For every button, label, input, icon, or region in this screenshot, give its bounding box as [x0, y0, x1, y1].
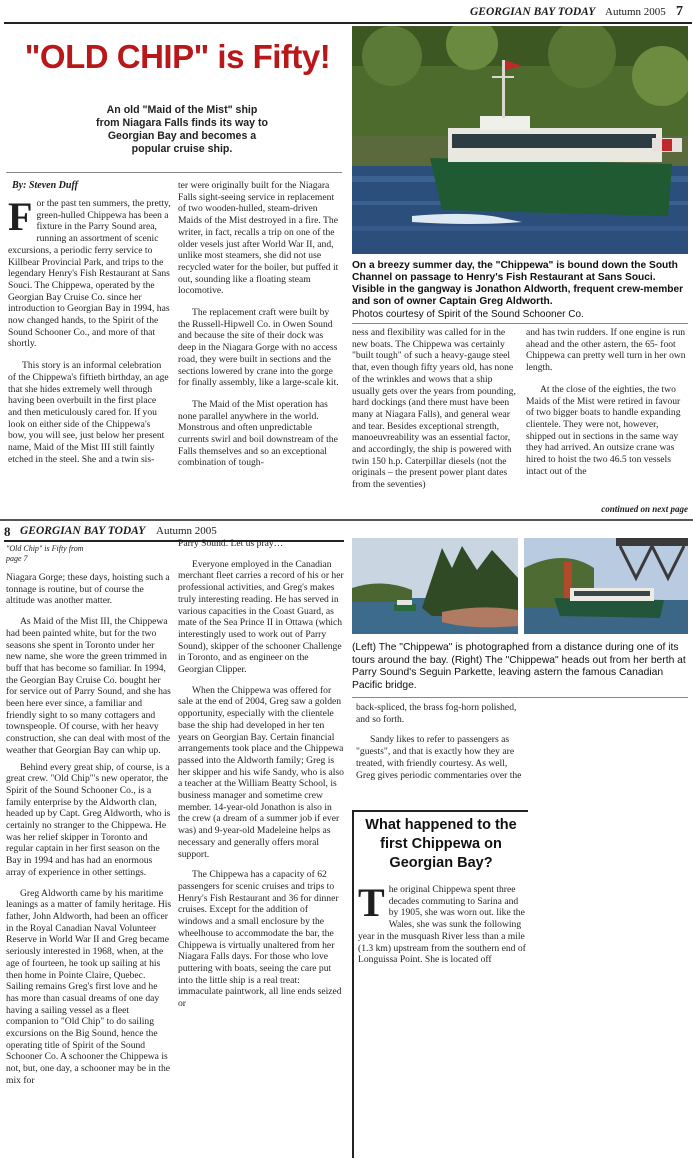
- page8-col3-p1: back-spliced, the brass fog-horn polished, and so forth.: [356, 702, 517, 725]
- page8-col1-p4: Greg Aldworth came by his maritime leanings as a matter of family heritage. His father, John Aldworth, had been an officer in the Royal Canadian Naval Volunteer Reserve in World War II and Greg became seriously interested in 1968, when, at the age of fourteen, he took up sailing at his then home in Pointe Claire, Quebec. Sailing remains Greg's first love and he has more than casual dreams of one day having a sailing vessel as a fleet companion to "Old Chip" to do sailing excursions on the Big Sound, hence the operating title of Spirit of the Sound Schooner Co. A schooner the Chippewa is not, but, one day, a schooner may be in the mix for: [6, 887, 172, 1086]
- page7-col2-p1: ter were originally built for the Niagara Falls sight-seeing service in replacement of two wooden-hulled, steam-driven Maids of the Mist destroyed in a fire. The writer, in fact, recalls a trip on one of the older vesels just after World War II, and, unlike most steamers, she did not use recycled water for the boiler, but puffed it out, sounding like a floating steam locomotive.: [178, 180, 339, 297]
- sidebar-body: [358, 884, 526, 1154]
- page8-jump-label: "Old Chip" is Fifty from page 7: [6, 544, 84, 563]
- page8-col1-p3: Behind every great ship, of course, is a great crew. "Old Chip"'s new operator, the Spirit of the Sound Schooner Co., is a family enterprise by the Aldworth clan, headed up by Capt. Greg Aldworth, who is certainly no stranger to the Chippewa. He was her relief skipper in Toronto and regular captain in her first season on the Bay in 1994 and has had an enormous array of experience in other settings.: [6, 761, 171, 878]
- page7-headline: "OLD CHIP" is Fifty!: [24, 38, 331, 75]
- page7-deck: An old "Maid of the Mist" ship from Niagara Falls finds its way to Georgian Bay and becomes a popular cruise ship.: [96, 104, 268, 155]
- page7-page-number: 7: [676, 4, 683, 19]
- page8-header-issue: Autumn 2005: [156, 525, 217, 537]
- sidebar-dropcap: T: [358, 884, 385, 925]
- page8-col2-p1: Parry Sound. Let us pray…: [178, 538, 284, 549]
- page7-column-4: [526, 327, 688, 502]
- chippewa-photo-berth: [524, 538, 688, 634]
- page7-col2-p2: The replacement craft were built by the Russell-Hipwell Co. in Owen Sound and because the site of their dock was deep in the Niagara Gorge with no access road, they were built in sections and the sections lowered by crane into the gorge for finally assembly, like a large-scale kit.: [178, 307, 339, 389]
- page8-col2-p4: The Chippewa has a capacity of 62 passengers for scenic cruises and trips to Henry's Fish Restaurant and 36 for dinner cruises. Except for the addition of windows and a small enclosure by the wheelhouse to accommodate the bar, the Chippewa is virtually unaltered from her Niagara Falls days. For those who love puttering with boats, seeing the care put into the little ship is a real treat: immaculate paintwork, all line ends seized or: [178, 869, 342, 1010]
- page7-col1-p1: or the past ten summers, the pretty, green-hulled Chippewa has been a fixture in the Parry Sound area, running an assortment of scenic excursions, a periodic ferry service to Killbear Provincial Park, and trips to the legendary Henry's Fish Restaurant at Sans Souci. The Chippewa, operated by the Georgian Bay Cruise Co. since her introduction to Georgian Bay in 1994, has now changed hands, to the Spirit of the Sound Schooner Co., and more of that shortly.: [8, 198, 171, 350]
- page8-col2-p3: When the Chippewa was offered for sale at the end of 2004, Greg saw a golden opportunity, especially with the clientele base the ship had developed in her ten years on Georgian Bay. Certain financial arrangements took place and the Chippewa passed into the Aldworth family; Greg is her skipper and his wife Sandy, who is also a teacher at the William Beatty School, is business manager and sometime crew member. 14-year-old Jonathon is also in the crew (a dream of a summer job if ever was) and 9-year-old Madeleine helps as necessary and generally offers moral support.: [178, 684, 344, 860]
- sidebar-box: [352, 810, 528, 1158]
- chippewa-photo-main: [352, 26, 688, 254]
- page8-column-3: [356, 702, 522, 807]
- page8-col2-p2: Everyone employed in the Canadian merchant fleet carries a record of his or her professional activities, and Greg's makes truly interesting reading. He has served in various capacities in the Coast Guard, as mate of the Sea Prince II in Ottawa (which interestingly used to work out of Parry Sound), skipper of the schooner Challenge in Toronto, and as engineer on the Georgian Clipper.: [178, 558, 344, 676]
- page8-col3-p2: Sandy likes to refer to passengers as "guests", and that is exactly how they are treated, with friendly courtesy. As well, Greg gives periodic commentaries over the: [356, 734, 522, 781]
- page7-column-2: [178, 180, 342, 514]
- page7-col4-p1: and has twin rudders. If one engine is run ahead and the other astern, the 65- foot Chippewa can pretty well turn in her own length.: [526, 327, 686, 374]
- page-8: [0, 522, 693, 1161]
- page7-caption-rule: [352, 323, 688, 324]
- page7-header-issue: Autumn 2005: [605, 6, 666, 18]
- page7-column-1: [8, 198, 171, 514]
- page8-caption-rule: [352, 697, 688, 698]
- page7-dropcap: F: [8, 198, 33, 239]
- page8-header-paper: GEORGIAN BAY TODAY: [20, 525, 146, 537]
- chippewa-photo-distance: [352, 538, 518, 634]
- page7-col1-p2: This story is an informal celebration of the Chippewa's fiftieth birthday, an age that she hides extremely well through having been overbuilt in the first place and then meticulously cared for. If you look on either side of the Chippewa's bow, you will see, just below her present name, Maid of the Mist III still faintly etched in the steel. She and a twin sis-: [8, 360, 169, 465]
- page7-col3-p1: ness and flexibility was called for in the new boats. The Chippewa was certainly "built tough" of such a heavy-gauge steel that, even though fifty years old, has none of the wrinkles and wows that a ship usually gets over the years from pounding, hard dockings (and there must have been many at Niagara Falls), and general wear and tear. Besides exceptional strength, manoeuvreability was an essential factor, and accordingly, the ship is powered with twin 150 h.p. Caterpillar diesels (not the originals – the present power plant dates from the seventies): [352, 327, 516, 491]
- page7-header-paper: GEORGIAN BAY TODAY: [470, 6, 596, 18]
- page7-column-3: [352, 327, 518, 515]
- page8-photos-caption: (Left) The "Chippewa" is photographed from a distance during one of its tours around the bay. (Right) The "Chippewa" heads out from her berth at Parry Sound's Seguin Parkette, leaving astern the famous Canadian Pacific bridge.: [352, 642, 686, 691]
- page7-header-rule: [4, 22, 692, 24]
- page-7: [0, 0, 693, 522]
- page7-photo-credit: Photos courtesy of Spirit of the Sound Schooner Co.: [352, 309, 584, 320]
- page7-col4-p2: At the close of the eighties, the two Maids of the Mist were retired in favour of two bigger boats to handle expanding clientele. They were not, however, shipped out in sections in the same way they had arrived. An outsize crane was hired to hoist the two 46.5 ton vessels intact out of the: [526, 383, 681, 477]
- page7-continued: continued on next page: [601, 504, 688, 514]
- page8-page-number: 8: [4, 524, 11, 539]
- page7-photo-caption: On a breezy summer day, the "Chippewa" is bound down the South Channel on passage to Henry's Fish Restaurant at Sans Souci. Visible in the gangway is Jonathon Aldworth, frequent crew-member and son of owner Captain Greg Aldworth.: [352, 260, 684, 307]
- page7-col2-p3: The Maid of the Mist operation has none parallel anywhere in the world. Monstrous and often unpredictable currents swirl and boil downstream of the Falls themselves and so an exceptional combination of tough-: [178, 398, 338, 469]
- sidebar-title: What happened to the first Chippewa on Georgian Bay?: [365, 817, 517, 871]
- sidebar-text: he original Chippewa spent three decades commuting to Sarina and by 1905, she was worn out. like the Wales, she was sunk the following year in the musquash River less than a mile (1.3 km) upstream from the southern end of Longuissa Point. She is located off: [358, 884, 526, 966]
- page8-column-1: [6, 572, 172, 1157]
- page-divider: [0, 519, 693, 521]
- page8-col1-p2: As Maid of the Mist III, the Chippewa had been painted white, but for the two seasons she spent in Toronto under her new name, she wore the green trimmed in buff that has become so familiar. In 1994, the Georgian Bay Cruise Co. bought her for service out of Parry Sound, and she has been here ever since, a familiar and friendly sight to so many cottagers and townspeople. Of course, with her heavy construction, she can deal with most of the weather that Georgian Bay can whip up.: [6, 616, 171, 756]
- page8-column-2: [178, 538, 344, 1158]
- page7-deck-rule: [6, 172, 342, 173]
- page8-col1-p1: Niagara Gorge; these days, hoisting such a tonnage is routine, but of course the altitude was another matter.: [6, 572, 170, 607]
- page7-byline: By: Steven Duff: [12, 180, 78, 191]
